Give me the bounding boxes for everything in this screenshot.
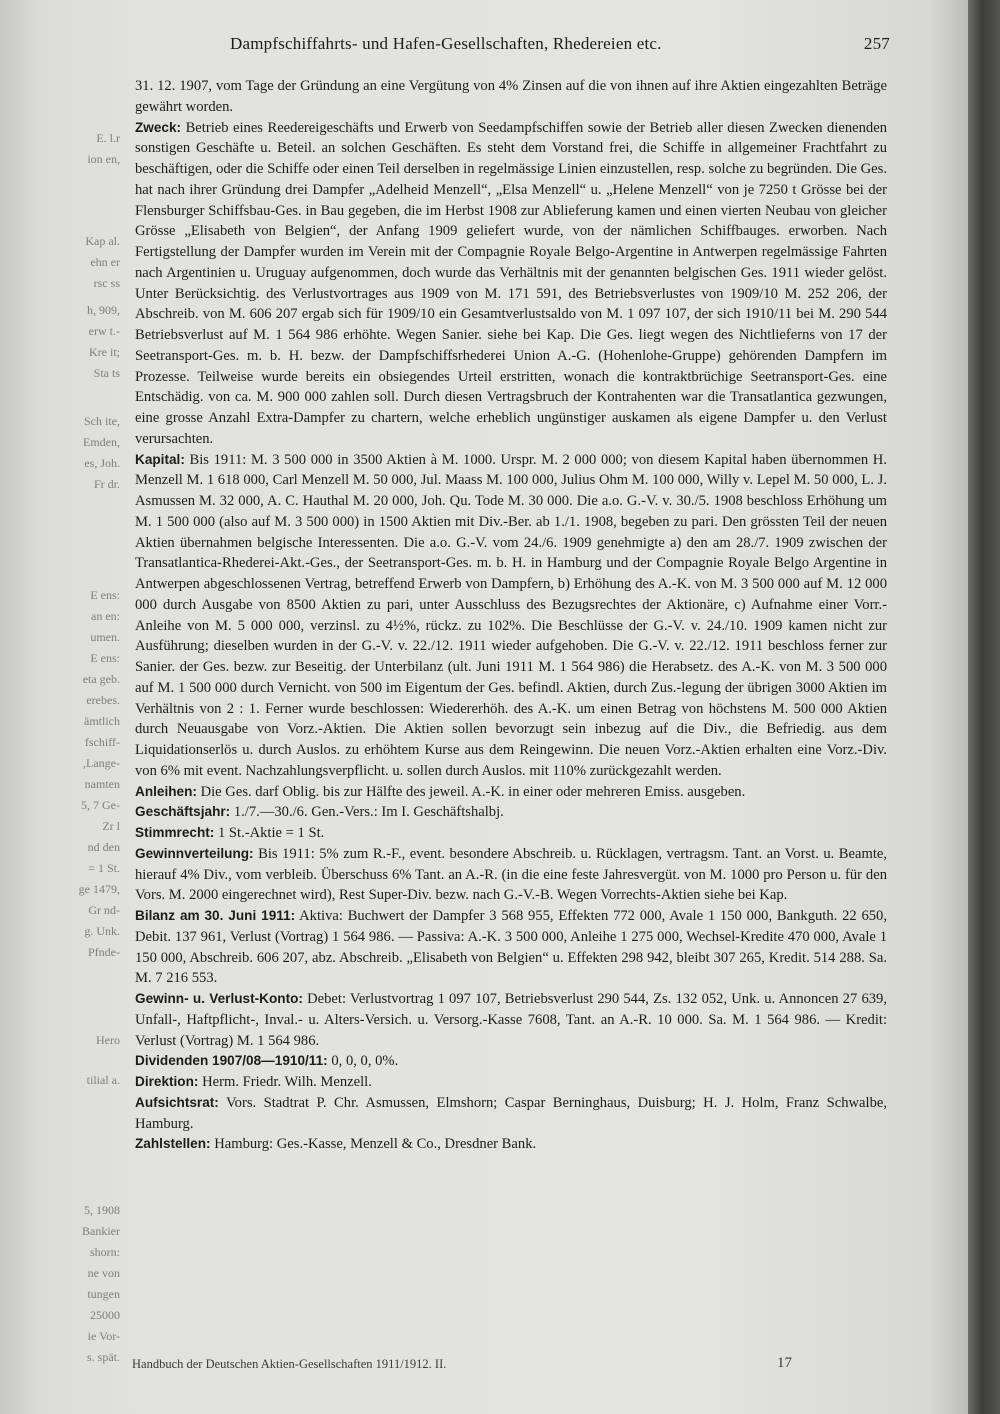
- paragraph-text: Debet: Verlustvortrag 1 097 107, Betriebsverlust 290 544, Zs. 132 052, Unk. u. Annoncen 27 639, Unfall-, Haftpflicht-, Inval.- u. Alters-Versich. u. Versorg.-Kasse 7608, Tant. an A.-R. 10 000. Sa. M. 1 564 986. — Kredit: Verlust (Vortrag) M. 1 564 986.: [135, 991, 887, 1049]
- margin-fragment: tungen: [87, 1287, 120, 1301]
- paragraph: [135, 118, 887, 450]
- margin-fragment: es, Joh.: [84, 456, 120, 470]
- margin-fragment: g. Unk.: [84, 924, 120, 938]
- margin-fragment: ehn er: [90, 255, 120, 269]
- paragraph-text: Bis 1911: M. 3 500 000 in 3500 Aktien à M. 1000. Urspr. M. 2 000 000; von diesem Kapital haben übernommen H. Menzell M. 1 618 000, Carl Menzell M. 50 000, Jul. Maass M. 100 000, Julius Ohm M. 100 000, Willy v. Lepel M. 50 000, L. J. Asmussen M. 32 000, A. C. Hauthal M. 20 000, Joh. Qu. Tode M. 30 000. Die a.o. G.-V. v. 30./5. 1908 beschloss Erhöhung um M. 1 500 000 (also auf M. 3 500 000) in 1500 Aktien mit Div.-Ber. ab 1./1. 1908, begeben zu pari. Den grössten Teil der neuen Aktien übernahmen belgische Interessenten. Die a.o. G.-V. vom 24./6. 1909 genehmigte a) den am 28./7. 1909 zwischen der Transatlantica-Rhederei-Akt.-Ges., der Seetransport-Ges. m. b. H. in Hamburg und der Compagnie Royale Belgo Argentine in Antwerpen abgeschlossenen Vertrag, betreffend Erwerb von Dampfern, b) Erhöhung des A.-K. von M. 3 500 000 auf M. 12 000 000 durch Ausgabe von 8500 Aktien zu pari, unter Ausschluss des Bezugsrechtes der Aktionäre, c) Aufnahme einer Vorr.-Anleihe von M. 5 000 000, verzinsl. zu 4½%, rückz. zu 102%. Die Beschlüsse der G.-V. v. 24./10. 1909 kamen nicht zur Ausführung; dieselben wurden in der G.-V. v. 22./12. 1911 wieder aufgehoben. Die G.-V. v. 22./12. 1911 beschloss ferner zur Sanier. der Ges. bezw. zur Beseitig. der Unterbilanz (ult. Juni 1911 M. 1 564 986) die Herabsetz. des A.-K. von M. 3 500 000 auf M. 1 500 000 durch Vernicht. von 500 im Eigentum der Ges. befindl. Aktien, durch Zus.-legung der übrigen 3000 Aktien im Verhältnis von 2 : 1. Ferner wurde beschlossen: Wiedererhöh. des A.-K. um einen Betrag von höchstens M. 500 000 Aktien durch Neuausgabe von Vorz.-Aktien. Die Aktien sollen bevorzugt sein inbezug auf die Div., die Befriedig. aus dem Liquidationserlös u. durch Auslos. zu erhöhtem Kurse aus dem Reingewinn. Die neuen Vorz.-Aktien erhalten eine Vorz.-Div. von 6% mit event. Nachzahlungsverpflicht. u. sollen durch Auslos. mit 110% zurückgezahlt werden.: [135, 451, 887, 779]
- margin-fragment: Zr l: [102, 819, 120, 833]
- section-keyword: Direktion:: [135, 1074, 199, 1089]
- paragraph-text: Betrieb eines Reedereigeschäfts und Erwerb von Seedampfschiffen sowie der Betrieb aller diesen Zwecken dienenden sonstigen Geschäfte u. Beteil. an solchen Geschäften. Es steht dem Vorstand frei, die Schiffe in allgemeiner Frachtfahrt zu beschäftigen, oder die Schiffe oder einen Teil derselben in regelmässige Linien einzustellen, resp. solche zu begründen. Die Ges. hat nach ihrer Gründung drei Dampfer „Adelheid Menzell“, „Elsa Menzell“ u. „Helene Menzell“ von je 7250 t Grösse bei der Flensburger Schiffsbau-Ges. in Bau gegeben, die im Herbst 1908 zur Ablieferung kamen und einen vierten Neubau von gleicher Grösse „Elisabeth von Belgien“, der Anfang 1909 geliefert wurde, von der nämlichen Schiffbauges. erworben. Nach Fertigstellung der Dampfer wurden im Verein mit der Compagnie Royale Belgo-Argentine in Antwerpen regelmässige Fahrten nach Argentinien u. Uruguay aufgenommen, doch wurde das Verhältnis mit der genannten belgischen Ges. 1911 wieder gelöst. Unter Berücksichtig. des Verlustvortrages aus 1909 von M. 171 591, des Betriebsverlustes von 1909/10 M. 252 206, der Abschreib. von M. 606 207 ergab sich für 1909/10 ein Gesamtverlustsaldo von M. 1 097 107, der sich 1910/11 bei M. 290 544 Betriebsverlust auf M. 1 564 986 erhöhte. Wegen Sanier. siehe bei Kap. Die Ges. liegt wegen des Nichtlieferns von 17 der Seetransport-Ges. m. b. H. bezw. der Dampfschiffsrhederei Union A.-G. (Hohenlohe-Gruppe) gehörenden Dampfern im Prozesse. Teilweise wurde bereits ein obsiegendes Urteil erstritten, wonach die kontraktbrüchige Seetransport-Ges. eine Entschädig. von ca. M. 900 000 zahlen soll. Durch diesen Vertragsbruch der Kontrahenten war die Transatlantica gezwungen, eine grosse Anzahl Extra-Dampfer zu chartern, welche erheblich ungünstiger auskamen als eigene Dampfer u. den Verlust verursachten.: [135, 119, 887, 447]
- margin-fragment: erw t.-: [88, 324, 120, 338]
- paragraph: [135, 989, 887, 1051]
- margin-fragment: h, 909,: [87, 303, 120, 317]
- margin-fragment: rsc ss: [93, 276, 120, 290]
- margin-fragment: erebes.: [86, 693, 120, 707]
- section-keyword: Gewinn- u. Verlust-Konto:: [135, 991, 303, 1006]
- paragraph-text: Die Ges. darf Oblig. bis zur Hälfte des jeweil. A.-K. in einer oder mehreren Emiss. ausgeben.: [196, 783, 746, 800]
- paragraph: [135, 906, 887, 989]
- margin-fragment: ,Lange-: [83, 756, 120, 770]
- margin-fragment: 5, 1908: [84, 1203, 120, 1217]
- footer-text: Handbuch der Deutschen Aktien-Gesellschaften 1911/1912. II.: [132, 1357, 447, 1371]
- margin-fragment: shorn:: [90, 1245, 120, 1259]
- margin-fragment: E ens:: [90, 651, 120, 665]
- margin-fragment: Gr nd-: [88, 903, 120, 917]
- section-keyword: Aufsichtsrat:: [135, 1094, 219, 1110]
- page-number: 257: [863, 34, 890, 53]
- section-keyword: Stimmrecht:: [135, 825, 215, 840]
- margin-fragment: Pfnde-: [88, 945, 120, 959]
- margin-fragment: ne von: [87, 1266, 120, 1280]
- margin-fragment: 5, 7 Ge-: [81, 798, 120, 812]
- paragraph: [135, 76, 887, 118]
- section-keyword: Geschäftsjahr:: [135, 804, 231, 820]
- entry-body: [135, 76, 887, 1155]
- section-keyword: Dividenden 1907/08—1910/11:: [135, 1053, 328, 1069]
- running-header: [130, 34, 890, 58]
- margin-fragment: ge 1479,: [78, 882, 120, 896]
- margin-fragment: = 1 St.: [88, 861, 120, 875]
- margin-fragment: umen.: [90, 630, 120, 644]
- paragraph-text: Bis 1911: 5% zum R.-F., event. besondere Abschreib. u. Rücklagen, vertragsm. Tant. an Vorst. u. Beamte, hierauf 4% Div., vom verbleib. Überschuss 6% Tant. an A.-R. (in die eine feste Jahresvergüt. von M. 1000 pro Person u. für den Vors. M. 2000 eingerechnet wird), Rest Super-Div. bezw. nach G.-V.-B. Wegen Vorrechts-Aktien siehe bei Kap.: [135, 845, 887, 904]
- section-keyword: Gewinnverteilung:: [135, 845, 254, 861]
- margin-fragment: ämtlich: [84, 714, 120, 728]
- paragraph-text: Herm. Friedr. Wilh. Menzell.: [198, 1074, 372, 1090]
- paragraph-text: Vors. Stadtrat P. Chr. Asmussen, Elmshorn; Caspar Berninghaus, Duisburg; H. J. Holm, Franz Schwalbe, Hamburg.: [135, 1094, 887, 1132]
- margin-fragment: 25000: [90, 1308, 120, 1322]
- margin-fragment: namten: [84, 777, 120, 791]
- margin-fragment: an en:: [91, 609, 120, 623]
- sheet-number: 17: [777, 1355, 792, 1371]
- margin-fragment: Emden,: [83, 435, 120, 449]
- margin-fragment: Kre it;: [89, 345, 120, 359]
- paragraph: [135, 1093, 887, 1135]
- paragraph-text: 1 St.-Aktie = 1 St.: [214, 825, 325, 841]
- margin-fragment: Sta ts: [93, 366, 120, 380]
- margin-fragment: Fr dr.: [93, 477, 120, 491]
- paragraph: [135, 1072, 887, 1093]
- section-keyword: Kapital:: [135, 451, 185, 467]
- margin-fragment: Bankier: [82, 1224, 120, 1238]
- section-keyword: Zahlstellen:: [135, 1136, 211, 1152]
- margin-fragment: s. spät.: [87, 1350, 120, 1364]
- paragraph: [135, 1134, 887, 1155]
- margin-fragment: fschiff-: [84, 735, 120, 749]
- section-keyword: Anleihen:: [135, 783, 197, 799]
- paragraph: [135, 450, 887, 782]
- margin-fragment: E ens:: [90, 588, 120, 602]
- margin-fragment: tilial a.: [86, 1073, 120, 1087]
- paragraph-text: Hamburg: Ges.-Kasse, Menzell & Co., Dresdner Bank.: [210, 1136, 537, 1153]
- paragraph: [135, 844, 887, 906]
- margin-fragment: Hero: [96, 1033, 120, 1047]
- section-keyword: Zweck:: [135, 119, 182, 135]
- paragraph: [135, 1051, 887, 1072]
- book-spine-shadow: [968, 0, 1000, 1414]
- margin-fragment: ion en,: [87, 152, 120, 166]
- paragraph: [135, 802, 887, 823]
- margin-fragment: ie Vor-: [87, 1329, 120, 1343]
- margin-fragment: Kap al.: [85, 234, 120, 248]
- page-footer: [132, 1357, 792, 1377]
- margin-fragment: eta geb.: [82, 672, 120, 686]
- previous-page-margin: [0, 0, 124, 1414]
- paragraph-text: 0, 0, 0, 0%.: [327, 1053, 399, 1070]
- paragraph: [135, 823, 887, 844]
- paragraph-text: 1./7.—30./6. Gen.-Vers.: Im I. Geschäftshalbj.: [230, 804, 504, 821]
- paragraph-text: Aktiva: Buchwert der Dampfer 3 568 955, Effekten 772 000, Avale 1 150 000, Bankguth. 22 650, Debit. 137 961, Verlust (Vortrag) 1 564 986. — Passiva: A.-K. 3 500 000, Anleihe 1 275 000, Wechsel-Kredite 470 000, Avale 1 150 000, Abschreib. 606 207, abz. Abschreib. „Elisabeth von Belgien“ u. Effekten 298 942, bleibt 307 265, Kredit. 514 288. Sa. M. 7 216 553.: [135, 908, 887, 987]
- margin-fragment: E. l.r: [96, 131, 120, 145]
- paragraph: [135, 782, 887, 803]
- section-keyword: Bilanz am 30. Juni 1911:: [135, 908, 296, 923]
- margin-fragment: Sch ite,: [84, 414, 120, 428]
- margin-fragment: nd den: [87, 840, 120, 854]
- paragraph-text: 31. 12. 1907, vom Tage der Gründung an eine Vergütung von 4% Zinsen auf die von ihnen auf ihre Aktien eingezahlten Beträge gewährt worden.: [135, 78, 887, 115]
- header-title: Dampfschiffahrts- und Hafen-Gesellschaften, Rhedereien etc.: [230, 34, 662, 53]
